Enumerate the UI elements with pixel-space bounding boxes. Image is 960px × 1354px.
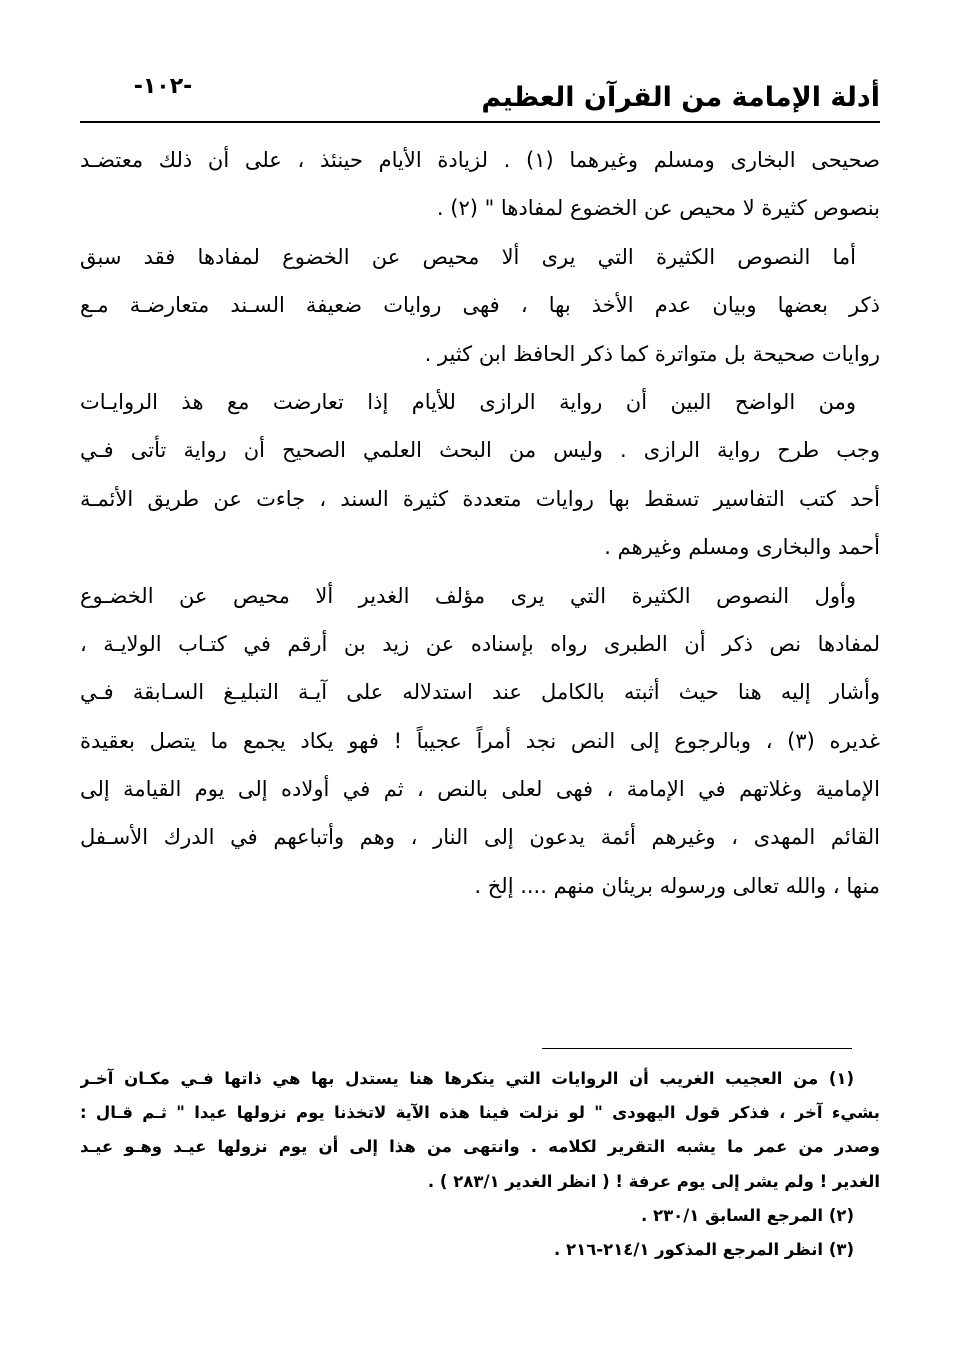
footnote-separator [542, 1048, 852, 1049]
footnote-line: (٣) انظر المرجع المذكور ٢١٤/١-٢١٦ . [554, 1239, 854, 1259]
main-text [80, 136, 880, 910]
text-line: لمفادها نص ذكر أن الطبرى رواه بإسناده عن زيد بن أرقم في كتـاب الولايـة ، [80, 631, 880, 656]
text-line: غديره (٣) ، وبالرجوع إلى النص نجد أمراً عجيباً ! فهو يكاد يجمع ما يتصل بعقيدة [80, 728, 880, 753]
header-rule [80, 121, 880, 123]
text-line: الإمامية وغلاتهم في الإمامة ، فهى لعلى بالنص ، ثم في أولاده إلى يوم القيامة إلى [80, 777, 880, 802]
footnote-line: (٢) المرجع السابق ٢٣٠/١ . [641, 1205, 854, 1225]
footnotes [80, 1062, 880, 1267]
text-line: بنصوص كثيرة لا محيص عن الخضوع لمفادها " (٢) . [436, 196, 880, 221]
text-line: صحيحى البخارى ومسلم وغيرهما (١) . لزيادة الأيام حينئذ ، على أن ذلك معتضـد [80, 148, 880, 172]
text-line: روايات صحيحة بل متواترة كما ذكر الحافظ ابن كثير . [424, 341, 880, 366]
footnote-line: (١) من العجيب الغريب أن الروايات التي ينكرها هنا يستدل بها هي ذاتها فـي مكـان آخـر [80, 1069, 854, 1088]
text-line: وجب طرح رواية الرازى . وليس من البحث العلمي الصحيح أن رواية تأتى فـي [80, 438, 880, 463]
text-line: القائم المهدى ، وغيرهم أئمة يدعون إلى النار ، وهم وأتباعهم في الدرك الأسـفل [80, 825, 880, 850]
footnote-line: وصدر من عمر ما يشبه التقرير لكلامه . وانتهى من هذا إلى أن يوم نزولها عيـد وهـو عيـد [80, 1137, 880, 1157]
text-line: أحمد والبخارى ومسلم وغيرهم . [604, 535, 880, 560]
text-line: وأشار إليه هنا حيث أثبته بالكامل عند استدلاله على آيـة التبليـغ السـابقة فـي [80, 680, 880, 705]
footnote-line: الغدير ! ولم يشر إلى يوم عرفة ! ( انظر الغدير ٢٨٣/١ ) . [427, 1171, 880, 1191]
text-line: منها ، والله تعالى ورسوله بريئان منهم .... إلخ . [474, 873, 880, 898]
page-number: -١٠٢- [133, 74, 193, 99]
running-title: أدلة الإمامة من القرآن العظيم [481, 82, 880, 113]
paragraph-start-line: ومن الواضح البين أن رواية الرازى للأيام إذا تعارضت مع هذ الروايـات [80, 389, 856, 414]
footnote-line: بشيء آخر ، فذكر قول اليهودى " لو نزلت فينا هذه الآية لاتخذنا يوم نزولها عيدا " ثـم قـال : [80, 1103, 880, 1123]
paragraph-start-line: أما النصوص الكثيرة التي يرى ألا محيص عن الخضوع لمفادها فقد سبق [80, 244, 856, 269]
text-line: أحد كتب التفاسير تسقط بها روايات متعددة كثيرة السند ، جاءت عن طريق الأئمـة [80, 486, 880, 511]
text-line: ذكر بعضها وبيان عدم الأخذ بها ، فهى روايات ضعيفة السـند متعارضـة مـع [80, 293, 880, 318]
paragraph-start-line: وأول النصوص الكثيرة التي يرى مؤلف الغدير ألا محيص عن الخضـوع [80, 583, 856, 608]
